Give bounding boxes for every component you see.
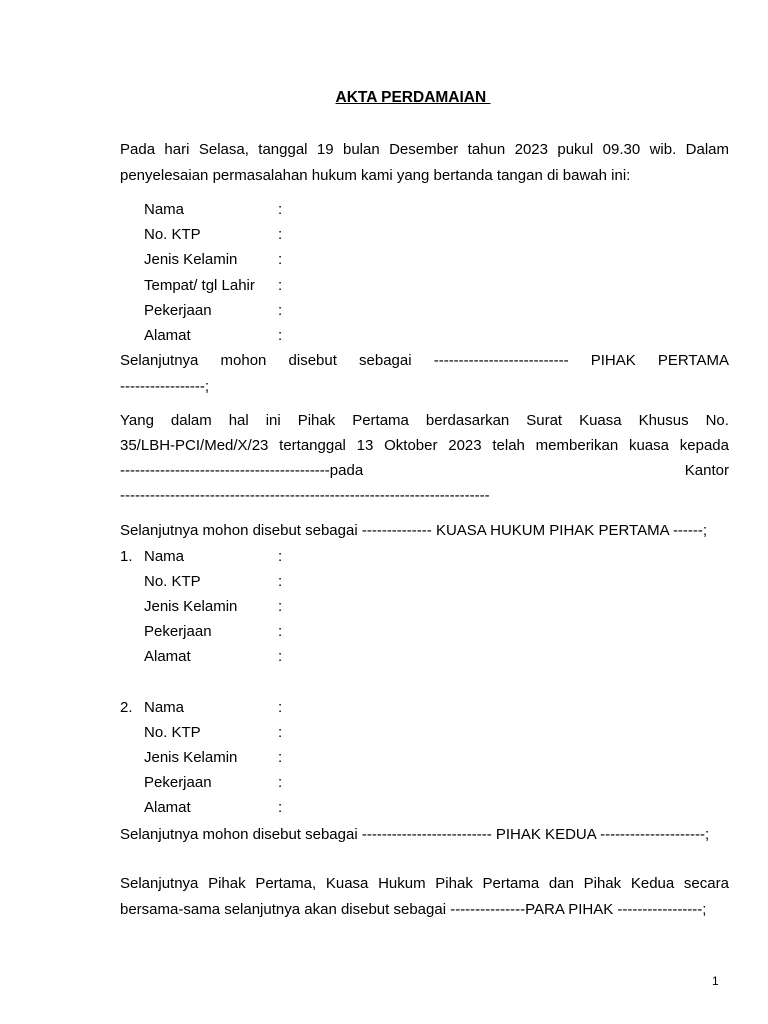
field-colon: : [278, 226, 283, 243]
document-title: AKTA PERDAMAIAN [335, 89, 491, 106]
field-label-nama: Nama [144, 699, 185, 716]
word: Selanjutnya [120, 352, 199, 369]
field-colon: : [278, 699, 283, 716]
word: Pihak [208, 875, 246, 892]
word: dan [548, 875, 574, 892]
kuasa-hukum-designation: Selanjutnya mohon disebut sebagai -------------- KUASA HUKUM PIHAK PERTAMA ------; [120, 522, 708, 539]
field-label-pekerjaan: Pekerjaan [144, 302, 212, 319]
field-label-nama: Nama [144, 548, 185, 565]
list-number-2: 2. [120, 699, 133, 716]
word: kuasa [628, 437, 669, 454]
word: memberikan [535, 437, 619, 454]
kuasa-paragraph-line-1 [120, 412, 729, 434]
kuasa-paragraph-line-3 [120, 462, 729, 484]
field-label-tempat-tgl-lahir: Tempat/ tgl Lahir [144, 277, 255, 294]
word: Pihak [297, 412, 336, 429]
field-label-jenis-kelamin: Jenis Kelamin [144, 251, 238, 268]
field-colon: : [278, 774, 283, 791]
word: ini [265, 412, 281, 429]
word: Pihak [583, 875, 622, 892]
word: Yang [120, 412, 154, 429]
word: ------------------------------------------pada [120, 462, 364, 479]
word: Pertama [482, 875, 540, 892]
word: telah [492, 437, 525, 454]
field-label-jenis-kelamin: Jenis Kelamin [144, 749, 238, 766]
field-label-no-ktp: No. KTP [144, 724, 201, 741]
field-label-alamat: Alamat [144, 799, 191, 816]
word: tertanggal [279, 437, 346, 454]
word: No. [705, 412, 729, 429]
word: 35/LBH-PCI/Med/X/23 [120, 437, 269, 454]
word: hal [228, 412, 249, 429]
field-label-pekerjaan: Pekerjaan [144, 623, 212, 640]
pihak-pertama-tail: -----------------; [120, 378, 210, 395]
word: secara [683, 875, 729, 892]
word: Surat [526, 412, 563, 429]
field-colon: : [278, 623, 283, 640]
field-colon: : [278, 573, 283, 590]
word: sebagai [359, 352, 412, 369]
word: Kuasa [579, 412, 622, 429]
word: Kantor [684, 462, 729, 479]
word: kepada [679, 437, 729, 454]
word: Oktober [384, 437, 438, 454]
word: disebut [288, 352, 337, 369]
word: --------------------------- [433, 352, 569, 369]
word: PIHAK [590, 352, 636, 369]
field-colon: : [278, 302, 283, 319]
field-label-no-ktp: No. KTP [144, 573, 201, 590]
field-colon: : [278, 648, 283, 665]
word: Pertama [352, 412, 409, 429]
kuasa-paragraph-tail: -------------------------------------------------------------------------- [120, 487, 490, 504]
field-colon: : [278, 749, 283, 766]
field-colon: : [278, 201, 283, 218]
word: Kuasa [325, 875, 369, 892]
field-colon: : [278, 598, 283, 615]
word: Kedua [630, 875, 675, 892]
field-colon: : [278, 251, 283, 268]
word: PERTAMA [657, 352, 729, 369]
intro-paragraph: Pada hari Selasa, tanggal 19 bulan Desember tahun 2023 pukul 09.30 wib. Dalam penyelesaian permasalahan hukum kami yang bertanda tangan di bawah ini: [120, 141, 729, 184]
word: dalam [170, 412, 212, 429]
list-number-1: 1. [120, 548, 133, 565]
field-label-alamat: Alamat [144, 327, 191, 344]
word: Hukum [378, 875, 426, 892]
pihak-pertama-designation [120, 352, 729, 374]
field-label-pekerjaan: Pekerjaan [144, 774, 212, 791]
field-label-no-ktp: No. KTP [144, 226, 201, 243]
para-pihak-line-2: bersama-sama selanjutnya akan disebut sebagai ---------------PARA PIHAK -----------------; [120, 901, 707, 918]
page-number: 1 [712, 974, 719, 988]
word: mohon [220, 352, 267, 369]
para-pihak-line-1 [120, 875, 729, 897]
pihak-kedua-designation: Selanjutnya mohon disebut sebagai -------------------------- PIHAK KEDUA ---------------------; [120, 826, 710, 843]
field-colon: : [278, 799, 283, 816]
word: 13 [356, 437, 374, 454]
kuasa-paragraph-line-2 [120, 437, 729, 459]
word: Pertama, [255, 875, 317, 892]
field-label-jenis-kelamin: Jenis Kelamin [144, 598, 238, 615]
word: berdasarkan [425, 412, 510, 429]
word: Pihak [435, 875, 473, 892]
field-label-alamat: Alamat [144, 648, 191, 665]
field-label-nama: Nama [144, 201, 185, 218]
word: Khusus [638, 412, 689, 429]
word: 2023 [448, 437, 482, 454]
field-colon: : [278, 548, 283, 565]
field-colon: : [278, 277, 283, 294]
word: Selanjutnya [120, 875, 199, 892]
field-colon: : [278, 327, 283, 344]
field-colon: : [278, 724, 283, 741]
